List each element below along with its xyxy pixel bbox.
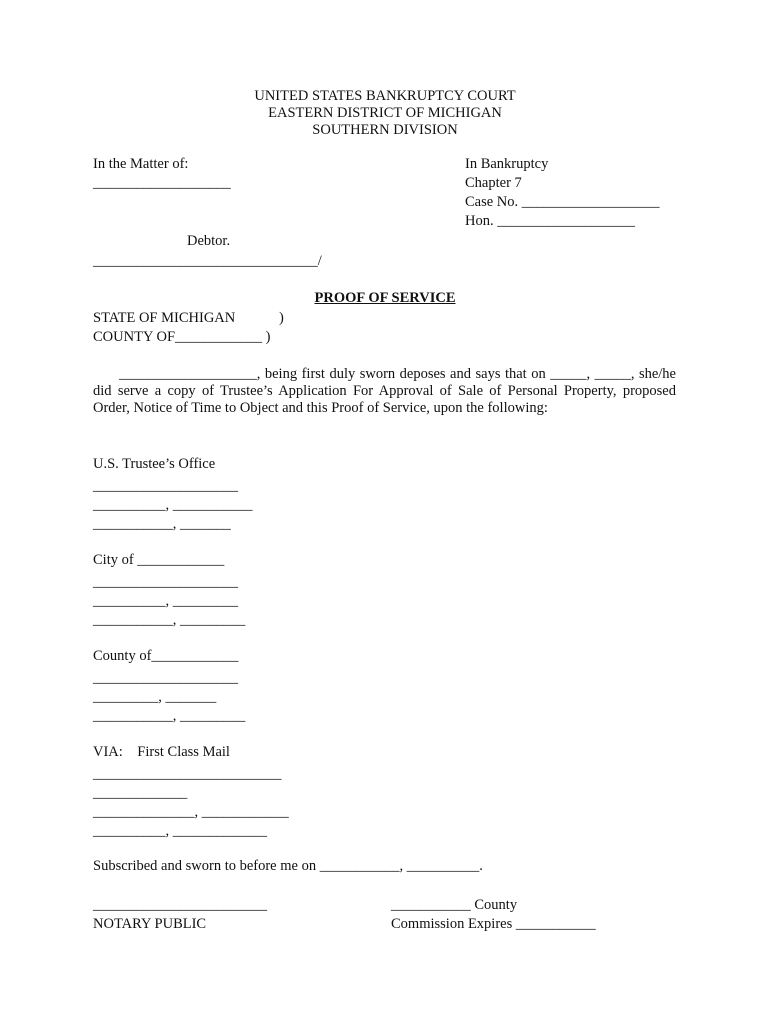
service-statement-text: ___________________, being first duly sworn deposes and says that on _____, _____, she/he did serve a copy of Trustee’s Application For Approval of Sale of Personal Property, proposed Order, Notice of Time to Object and this Proof of Service, upon the following: (93, 366, 676, 416)
notary-public-label: NOTARY PUBLIC (93, 916, 207, 932)
via-method: VIA: First Class Mail (93, 744, 230, 760)
county-state-line: ___________, _________ (93, 708, 246, 724)
state-label: STATE OF MICHIGAN (93, 310, 236, 326)
notary-county-field: ___________ County (391, 897, 518, 913)
court-name: UNITED STATES BANKRUPTCY COURT (254, 88, 516, 104)
city-state-line: ___________, _________ (93, 612, 246, 628)
division-name: SOUTHERN DIVISION (312, 122, 458, 138)
county-recipient-name: County of____________ (93, 648, 239, 664)
trustee-address-line: ____________________ (93, 478, 238, 494)
city-recipient-name: City of ____________ (93, 552, 225, 568)
state-paren: ) (279, 310, 284, 326)
trustee-office-name: U.S. Trustee’s Office (93, 456, 216, 472)
subscribed-statement: Subscribed and sworn to before me on ___________, __________. (93, 858, 483, 874)
case-number-field: Case No. ___________________ (465, 194, 660, 210)
chapter-label: Chapter 7 (465, 175, 522, 191)
via-city-line: ______________, ____________ (93, 804, 289, 820)
via-state-line: __________, _____________ (93, 823, 267, 839)
notary-signature-line: ________________________ (93, 897, 267, 913)
county-label: COUNTY OF____________ ) (93, 329, 271, 345)
district-name: EASTERN DISTRICT OF MICHIGAN (268, 105, 502, 121)
service-statement (93, 366, 676, 417)
debtor-name-blank: ___________________ (93, 175, 231, 191)
caption-closing-line: _______________________________/ (93, 253, 322, 269)
county-city-line: _________, _______ (93, 689, 217, 705)
city-address-line: ____________________ (93, 574, 238, 590)
judge-field: Hon. ___________________ (465, 213, 635, 229)
debtor-label: Debtor. (187, 233, 231, 249)
commission-expires-field: Commission Expires ___________ (391, 916, 596, 932)
in-matter-of-label: In the Matter of: (93, 156, 189, 172)
trustee-state-line: ___________, _______ (93, 516, 231, 532)
trustee-city-line: __________, ___________ (93, 497, 253, 513)
county-address-line: ____________________ (93, 670, 238, 686)
city-city-line: __________, _________ (93, 593, 238, 609)
in-bankruptcy-label: In Bankruptcy (465, 156, 549, 172)
document-title: PROOF OF SERVICE (314, 290, 456, 306)
via-recipient-line: __________________________ (93, 766, 282, 782)
via-address-line: _____________ (93, 785, 188, 801)
